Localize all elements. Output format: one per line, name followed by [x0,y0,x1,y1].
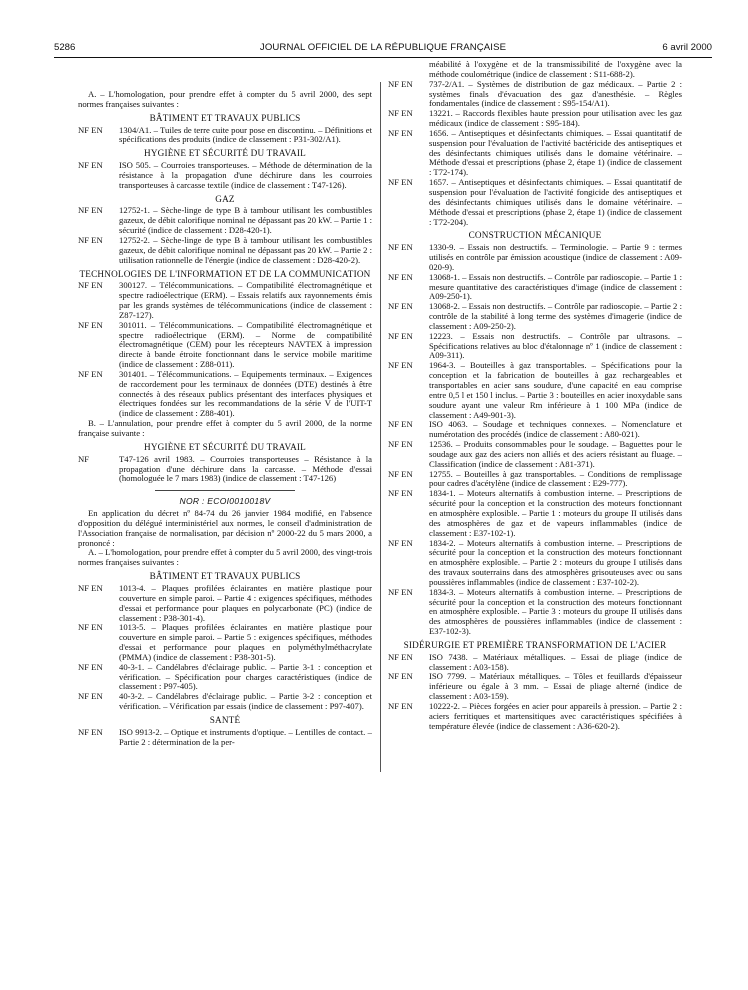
norm-entry [388,702,682,732]
norm-entry [78,623,372,662]
sections-a2 [78,572,372,747]
norm-prefix: NF EN [388,586,413,597]
norm-prefix: NF EN [388,701,413,711]
norm-description: ISO 7438. – Matériaux métalliques. – Essai de pliage (indice de classement : A03-158). [429,651,682,672]
norm-description: 737-2/A1. – Systèmes de distribution de gaz médicaux. – Partie 2 : systèmes finals d'évacuation des gaz d'anesthésie. – Règles fondamentales (indice de classement : S95-154/A1). [429,78,682,109]
nor-reference: NOR : ECOI0010018V [179,496,271,507]
section [78,270,372,420]
section-title: HYGIÈNE ET SÉCURITÉ DU TRAVAIL [143,148,306,159]
norm-prefix: NF EN [78,205,103,216]
norm-description: 40-3-1. – Candélabres d'éclairage public. – Partie 3-1 : conception et vérification. – Spécification pour charges caractéristiques (indice de classement : P97-405). [119,661,372,692]
norm-entry [78,584,372,623]
norm-entry [388,539,682,588]
norm-entry [388,420,682,440]
section [78,443,372,484]
norm-description: 1013-4. – Plaques profilées éclairantes en matière plastique pour couverture en simple paroi. – Partie 4 : exigences spécifiques, méthodes d'essai et performance pour plaques en polycarbonate (PC) (indice de classement : P38-301-4). [119,582,372,623]
norm-description: 1013-5. – Plaques profilées éclairantes en matière plastique pour couverture en simple paroi. – Partie 5 : exigences spécifiques, méthodes d'essai et performance pour plaques en polyméthylméthacrylate (PMMA) (indice de classement : P38-301-5). [119,622,372,662]
norm-description: 12752-1. – Sèche-linge de type B à tambour utilisant les combustibles gazeux, de débit calorifique nominal ne dépassant pas 20 kW. – Partie 1 : sécurité (indice de classement : D28-420-1). [119,205,372,236]
section-title: HYGIÈNE ET SÉCURITÉ DU TRAVAIL [143,441,306,452]
norm-description: 1656. – Antiseptiques et désinfectants chimiques. – Essai quantitatif de suspension pour l'évaluation de l'activité bactéricide des antiseptiques et des désinfectants chimiques utilisés dans le domaine vétérinaire. – Méthode d'essai et prescriptions (phase 2, étape 1) (indice de classement : T72-174). [429,127,682,178]
norm-description: 1834-2. – Moteurs alternatifs à combustion interne. – Prescriptions de sécurité pour la conception et la construction des moteurs fonctionnant en atmosphère explosible. – Partie 2 : moteurs du groupe I utilisés dans des travaux souterrains dans des atmosphères grisouteuses avec ou sans poussières inflammables (indice de classement : E37-102-2). [429,537,682,587]
norm-description: 1964-3. – Bouteilles à gaz transportables. – Spécifications pour la conception et la fabrication de bouteilles à gaz rechargeables et transportables en acier sans soudure, d'une capacité en eau comprise entre 0,5 l et 150 l inclus. – Partie 3 : bouteilles en acier inoxydable sans soudure ayant une valeur Rm inférieure à 1 100 MPa (indice de classement : A49-901-3). [429,360,682,420]
header-rule [54,57,712,58]
norm-entry [78,281,372,320]
norm-description: 12752-2. – Sèche-linge de type B à tambour utilisant les combustibles gazeux, de débit calorifique nominal ne dépassant pas 20 kW. – Partie 2 : utilisation rationnelle de l'énergie (indice de classement : D28-420-2). [119,234,372,265]
right-sections [388,231,682,731]
norm-description: 1304/A1. – Tuiles de terre cuite pour pose en discontinu. – Définitions et spécifications des produits (indice de classement : P31-302/A1). [119,124,372,145]
norm-entry [388,672,682,702]
section-title: GAZ [215,193,235,204]
norm-prefix: NF EN [78,280,103,291]
norm-prefix: NF EN [388,488,413,499]
norm-prefix: NF EN [78,234,103,245]
norm-entry [78,206,372,236]
norm-entry [388,243,682,273]
right-column [388,60,682,732]
norm-entry [78,321,372,370]
section [78,114,372,146]
section-title: BÂTIMENT ET TRAVAUX PUBLICS [149,571,301,582]
norm-entry [388,109,682,129]
norm-entry [78,692,372,712]
norm-description: 301011. – Télécommunications. – Compatibilité électromagnétique et spectre radioélectrique (ERM). – Norme de compatibilité électromagnétique (CEM) pour les récepteurs NAVTEX à impression directe à bande étroite fonctionnant dans le service mobile maritime (indice de classement : Z88-011). [119,319,372,370]
norm-prefix: NF EN [78,368,103,379]
norm-entry [388,588,682,637]
decree-text: En application du décret nº 84-74 du 26 janvier 1984 modifié, en l'absence d'opposition du délégué interministériel aux normes, le conseil d'administration de l'Association française de normalisation, par décision nº 2000-22 du 5 mars 2000, a prononcé : [78,508,372,548]
norm-prefix: NF EN [388,330,413,341]
norm-prefix: NF EN [78,726,103,737]
norm-description: 1657. – Antiseptiques et désinfectants chimiques. – Essai quantitatif de suspension pour l'évaluation de l'activité fongicide des antiseptiques et des désinfectants chimiques utilisés dans le domaine vétérinaire. – Méthode d'essai et prescriptions (phase 2, étape 1) (indice de classement : T72-204). [429,177,682,227]
sections-a [78,114,372,419]
norm-prefix: NF EN [388,671,413,682]
norm-description: 301401. – Télécommunications. – Equipements terminaux. – Exigences de raccordement pour les terminaux de données (DTE) destinés à être connectés à des réseaux publics présentant des interfaces physiques et électriques fondées sur les recommandations de la série V de l'UIT-T (indice de classement : Z88-401). [119,368,372,419]
norm-entry [78,455,372,485]
norm-entry [78,126,372,146]
section-title: TECHNOLOGIES DE L'INFORMATION ET DE LA COMMUNICATION [79,268,371,279]
norm-prefix: NF EN [388,360,413,371]
norm-entry [388,273,682,303]
section-title: SIDÉRURGIE ET PREMIÈRE TRANSFORMATION DE L'ACIER [403,639,667,650]
intro-a2: A. – L'homologation, pour prendre effet à compter du 5 avril 2000, des vingt-trois normes françaises suivantes : [78,547,372,568]
norm-prefix: NF EN [388,271,413,282]
norm-description: ISO 4063. – Soudage et techniques connexes. – Nomenclature et numérotation des procédés (indice de classement : A80-021). [429,419,682,440]
norm-entry [388,129,682,178]
right-entries-top [388,80,682,228]
norm-description: 12223. – Essais non destructifs. – Contrôle par ultrasons. – Spécifications relatives au bloc d'étalonnage nº 1 (indice de classement : A09-311). [429,330,682,361]
norm-description: T47-126 avril 1983. – Courroies transporteuses – Résistance à la propagation d'une déchirure dans la carcasse. – Méthode d'essai (homologuée le 7 mars 1983) (indice de classement : T47-126) [119,453,372,484]
page-header [54,42,712,56]
norm-entry [388,440,682,470]
norm-entry [78,236,372,266]
norm-prefix: NF EN [388,301,413,312]
page-number: 5286 [54,42,76,53]
left-column [78,90,372,747]
norm-prefix: NF EN [388,651,413,662]
norm-entry [388,361,682,420]
section [388,641,682,732]
intro-b: B. – L'annulation, pour prendre effet à compter du 5 avril 2000, de la norme française suivante : [78,418,372,438]
norm-description: 10222-2. – Pièces forgées en acier pour appareils à pression. – Partie 2 : aciers ferritiques et martensitiques avec caractéristiques spécifiées à température élevée (indice de classement : A36-620-2). [429,701,682,731]
norm-description: 13068-2. – Essais non destructifs. – Contrôle par radioscopie. – Partie 2 : contrôle de la stabilité à long terme des systèmes d'imagerie (indice de classement : A09-250-2). [429,301,682,331]
section-title: SANTÉ [209,714,241,725]
norm-prefix: NF EN [78,160,103,171]
norm-description: ISO 505. – Courroies transporteuses. – Méthode de détermination de la résistance à la propagation d'une déchirure dans les courroies transporteuses à carcasse textile (indice de classement : T47-126). [119,160,372,190]
norm-description: 13221. – Raccords flexibles haute pression pour utilisation avec les gaz médicaux (indice de classement : S95-184). [429,108,682,129]
norm-entry [388,80,682,110]
norm-entry [388,489,682,538]
section-b [78,443,372,484]
norm-description: 13068-1. – Essais non destructifs. – Contrôle par radioscopie. – Partie 1 : mesure quantitative des caractéristiques d'image (indice de classement : A09-250-1). [429,271,682,302]
norm-prefix: NF EN [388,78,413,89]
norm-description: 12536. – Produits consommables pour le soudage. – Baguettes pour le soudage aux gaz des aciers non alliés et des aciers résistant au fluage. – Classification (indice de classement : A81-371). [429,439,682,469]
norm-entry [388,470,682,490]
section [78,572,372,712]
norm-description: ISO 9913-2. – Optique et instruments d'optique. – Lentilles de contact. – Partie 2 : détermination de la per- [119,726,372,747]
norm-description: ISO 7799. – Matériaux métalliques. – Tôles et feuillards d'épaisseur inférieure ou égale à 3 mm. – Essai de pliage alterné (indice de classement : A03-159). [429,671,682,702]
norm-prefix: NF EN [388,108,413,119]
norm-entry [388,332,682,362]
norm-description: 1834-3. – Moteurs alternatifs à combustion interne. – Prescriptions de sécurité pour la conception et la construction des moteurs fonctionnant en atmosphère explosible. – Partie 3 : moteurs du groupe II utilisés dans des atmosphères de poussières inflammables (indice de classement : E37-102-3). [429,586,682,637]
continuation-text: méabilité à l'oxygène et de la transmissibilité de l'oxygène avec la méthode coulométrique (indice de classement : S11-688-2). [429,59,682,79]
norm-prefix: NF EN [388,537,413,548]
norm-description: 300127. – Télécommunications. – Compatibilité électromagnétique et spectre radioélectrique (ERM). – Essais relatifs aux rayonnements émis par les grands systèmes de télécommunications (indice de classement : Z87-127). [119,280,372,320]
norm-description: 1330-9. – Essais non destructifs. – Terminologie. – Partie 9 : termes utilisés en contrôle par émission acoustique (indice de classement : A09-020-9). [429,242,682,272]
section [78,716,372,748]
norm-prefix: NF EN [388,439,413,450]
section-title: BÂTIMENT ET TRAVAUX PUBLICS [149,112,301,123]
norm-prefix: NF EN [388,127,413,138]
norm-prefix: NF [78,453,90,464]
norm-prefix: NF EN [78,319,103,330]
norm-prefix: NF EN [78,661,103,672]
norm-entry [388,653,682,673]
intro-a: A. – L'homologation, pour prendre effet à compter du 5 avril 2000, des sept normes françaises suivantes : [78,89,372,109]
norm-prefix: NF EN [78,691,103,702]
norm-prefix: NF EN [388,177,413,188]
norm-entry [78,370,372,419]
norm-entry [78,728,372,748]
journal-title: JOURNAL OFFICIEL DE LA RÉPUBLIQUE FRANÇAISE [259,42,507,53]
norm-prefix: NF EN [388,419,413,430]
section [78,195,372,266]
section [78,149,372,190]
issue-date: 6 avril 2000 [662,42,712,53]
norm-prefix: NF EN [388,242,413,253]
norm-entry [388,302,682,332]
section [388,231,682,637]
norm-prefix: NF EN [78,582,103,593]
norm-description: 40-3-2. – Candélabres d'éclairage public. – Partie 3-2 : conception et vérification. – Vérification par essais (indice de classement : P97-407). [119,691,372,712]
norm-prefix: NF EN [78,622,103,633]
norm-prefix: NF EN [78,124,103,135]
norm-description: 12755. – Bouteilles à gaz transportables. – Conditions de remplissage pour cadres d'acétylène (indice de classement : E29-777). [429,468,682,489]
column-rule [380,82,381,772]
section-title: CONSTRUCTION MÉCANIQUE [468,230,602,241]
norm-entry [78,663,372,693]
separator-rule [155,490,295,491]
norm-entry [78,161,372,191]
norm-description: 1834-1. – Moteurs alternatifs à combustion interne. – Prescriptions de sécurité pour la conception et la construction des moteurs fonctionnant en atmosphère explosible. – Partie 1 : moteurs du groupe II utilisés dans des atmosphères de gaz et de vapeurs inflammables (indice de classement : E37-102-1). [429,488,682,538]
norm-prefix: NF EN [388,468,413,479]
norm-entry [388,178,682,227]
